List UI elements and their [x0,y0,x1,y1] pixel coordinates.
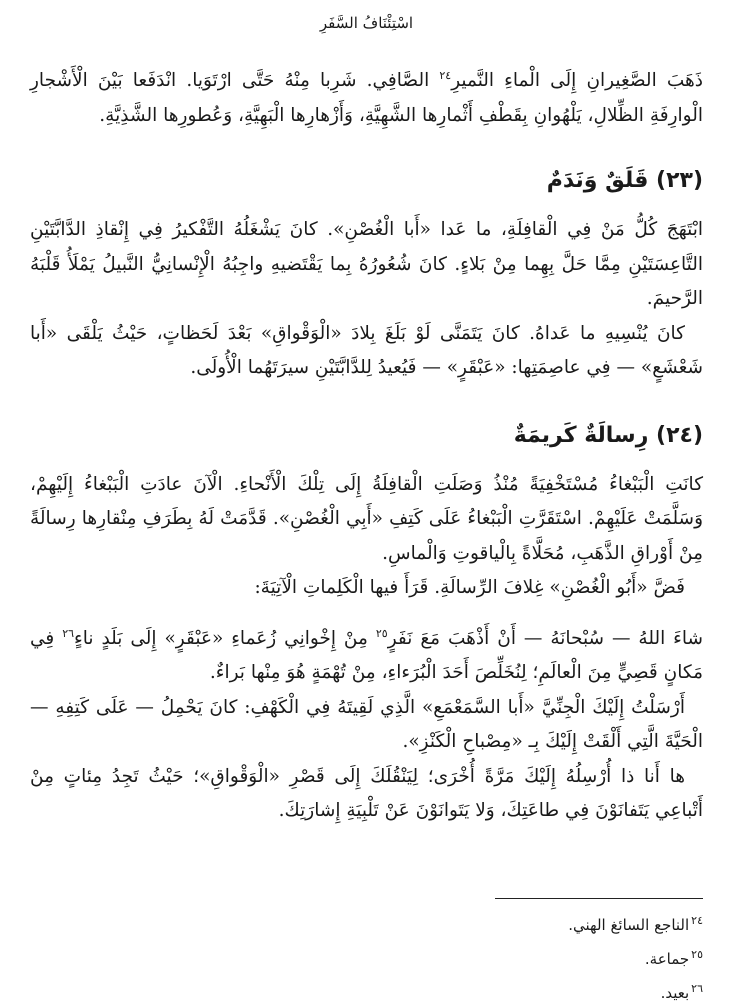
paragraph-1-before: ذَهَبَ الصَّغِيرانِ إِلَى الْماءِ النَّميرِ [451,70,703,91]
section-23-paragraph-1: ابْتَهَجَ كُلُّ مَنْ فِي الْقافِلَةِ، ما عَدا «أَبا الْغُصْنِ». كانَ يَشْغَلُهُ التَّفْكيرُ فِي إِنْقاذِ الدَّابَّتَيْنِ التَّاعِسَتَيْنِ مِمَّا حَلَّ بِهِما مِنْ بَلاءٍ. كانَ شُعُورُهُ بِما يَقْتَضيهِ واجِبُهُ الْإِنْسانِيُّ النَّبيلُ يَمْلَأُ قَلْبَهُ الرَّحيمَ. [30,219,703,309]
letter-paragraph-1 [30,622,703,691]
footnote-divider [495,898,703,899]
footnote-24 [30,906,703,940]
paragraph-1 [30,64,703,133]
running-head: اسْتِئْنَافُ السَّفَرِ [319,14,414,32]
footnote-25 [30,940,703,974]
footnote-number: ٢٤ [691,914,703,927]
footnote-text: الناجع السائغ الهني. [568,916,690,934]
section-23-heading: (٢٣) قَلَقٌ وَنَدَمٌ [546,168,703,193]
footnote-number: ٢٦ [691,982,703,995]
letter-text [30,622,703,829]
footnote-number: ٢٥ [691,948,703,961]
letter-p1-part-b: مِنْ إِخْوانِي زُعَماءِ «عَبْقَرٍ» إِلَى بَلَدٍ ناءٍ [74,627,376,649]
section-24-paragraph-1: كانَتِ الْبَبْغاءُ مُسْتَخْفِيَةً مُنْذُ وَصَلَتِ الْقافِلَةُ إِلَى تِلْكَ الْأَنْحاءِ. الْآنَ عادَتِ الْبَبْغاءُ إِلَيْهِمْ، وَسَلَّمَتْ عَلَيْهِمْ. اسْتَقَرَّتِ الْبَبْغاءُ عَلَى كَتِفِ «أَبِي الْغُصْنِ». قَدَّمَتْ لَهُ بِطَرَفِ مِنْقارِها رِسالَةً مِنْ أَوْراقِ الذَّهَبِ، مُحَلَّاةً بِالْياقوتِ وَالْماسِ. [30,473,703,564]
footnote-ref-26: ٢٦ [62,626,75,640]
footnote-text: جماعة. [644,950,690,968]
letter-paragraph-2: أَرْسَلْتُ إِلَيْكَ الْجِنِّيَّ «أَبا السَّمَعْمَعِ» الَّذِي لَقِيتَهُ فِي الْكَهْفِ: كانَ يَحْمِلُ — عَلَى كَتِفِهِ — الْحَيَّةَ الَّتِي أَلْقَتْ إِلَيْكَ بِـ «مِصْباحِ الْكَنْزِ». [30,696,703,752]
footnote-text: بعيد. [660,984,690,1002]
letter-p1-part-a: شاءَ اللهُ — سُبْحانَهُ — أَنْ أَذْهَبَ مَعَ نَفَرٍ [387,627,703,649]
footnote-ref-25: ٢٥ [375,626,388,640]
page-body [30,62,703,829]
section-24-paragraph-2: فَضَّ «أَبُو الْغُصْنِ» غِلافَ الرِّسالَةِ. قَرَأَ فيها الْكَلِماتِ الْآتِيَةَ: [254,577,685,598]
footnotes [30,906,703,1008]
paragraph-1-after: الصَّافِي. شَرِبا مِنْهُ حَتَّى ارْتَوَيا. انْدَفَعا بَيْنَ الْأَشْجارِ الْوارِفَةِ الظِّلالِ، يَلْهُوانِ بِقَطْفِ أَثْمارِها الشَّهِيَّةِ، وَأَزْهارِها الْبَهِيَّةِ، وَعُطورِها الشَّذِيَّةِ. [30,70,703,126]
letter-p1-part-c: فِي مَكانٍ قَصِيٍّ مِنَ الْعالَمِ؛ لِنُخَلِّصَ أَحَدَ الْبُرَءاءِ، مِنْ تُهْمَةٍ هُوَ مِنْها بَراءٌ. [30,627,703,683]
letter-paragraph-3: ها أَنا ذا أُرْسِلُهُ إِلَيْكَ مَرَّةً أُخْرَى؛ لِيَنْقُلَكَ إِلَى قَصْرِ «الْوَقْواقِ»؛ حَيْثُ تَجِدُ مِئاتٍ مِنْ أَتْباعِي يَتَفانَوْنَ فِي طاعَتِكَ، وَلا يَتَوانَوْنَ عَنْ تَلْبِيَةِ إِشارَتِكَ. [30,765,703,821]
footnote-ref-24: ٢٤ [439,68,452,82]
footnote-26 [30,974,703,1008]
section-24-heading: (٢٤) رِسالَةٌ كَريمَةٌ [513,422,703,448]
section-23-paragraph-2: كانَ يُنْسِيهِ ما عَداهُ. كانَ يَتَمَنَّى لَوْ بَلَغَ بِلادَ «الْوَقْواقِ» بَعْدَ لَحَظاتٍ، حَيْثُ يَلْقَى «أَبا شَعْشَعٍ» — فِي عاصِمَتِها: «عَبْقَرٍ» — فَيُعيدُ لِلدَّابَّتَيْنِ سيرَتَهُما الْأُولَى. [30,322,703,378]
